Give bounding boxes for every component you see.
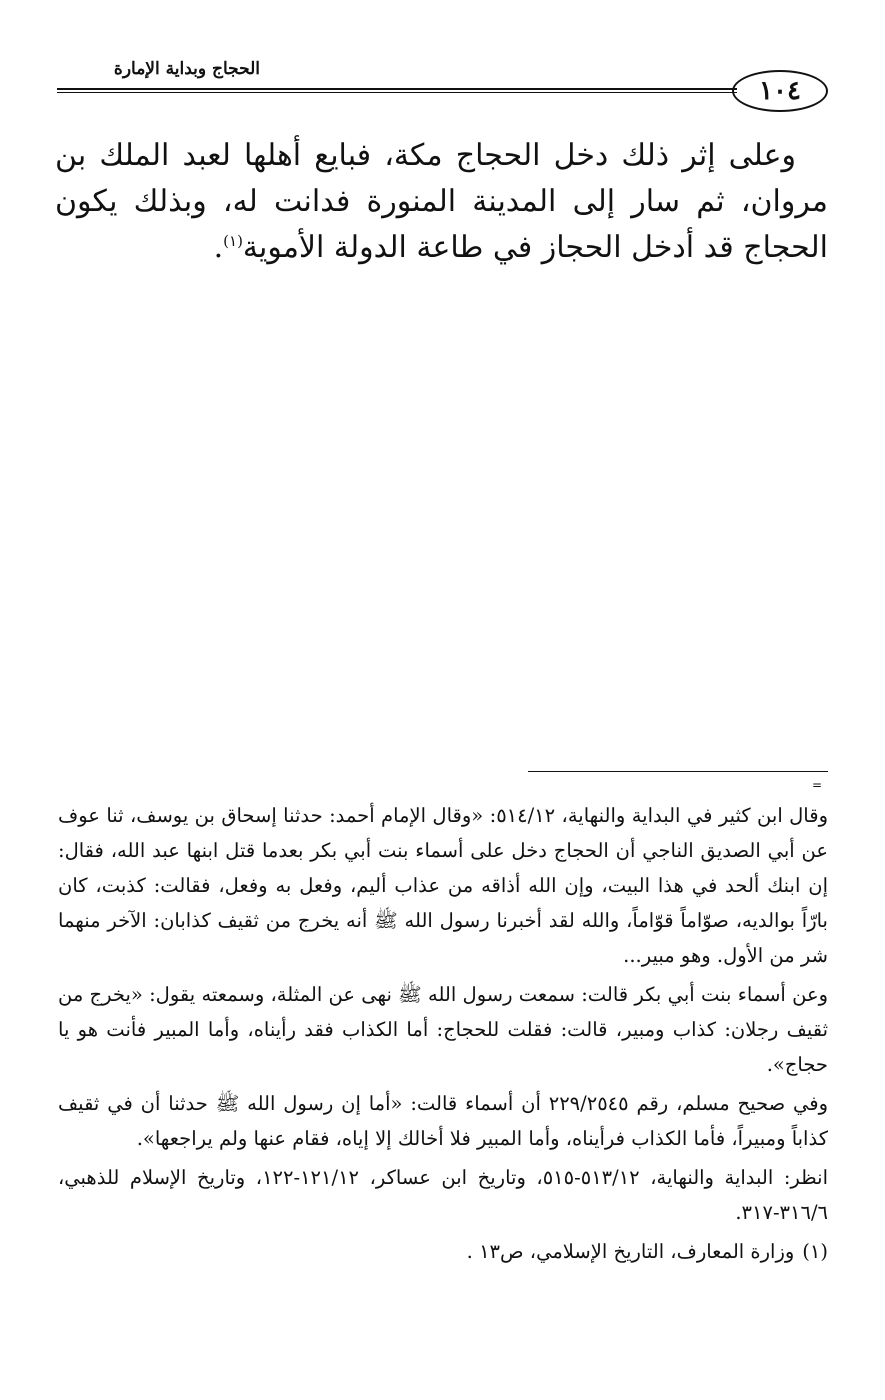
body-paragraph-text: وعلى إثر ذلك دخل الحجاج مكة، فبايع أهلها لعبد الملك بن مروان، ثم سار إلى المدينة المنورة فدانت له، وبذلك يكون الحجاج قد أدخل الحجاز في طاعة الدولة الأموية xyxy=(55,138,828,265)
footnote-separator xyxy=(528,771,828,772)
footnote-continuation-mark: = xyxy=(812,778,823,792)
footnotes xyxy=(58,798,828,1273)
footnote-continued-paragraph: وفي صحيح مسلم، رقم ٢٢٩/٢٥٤٥ أن أسماء قالت: «أما إن رسول الله ﷺ حدثنا أن في ثقيف كذاباً ومبيراً، فأما الكذاب فرأيناه، وأما المبير فلا أخالك إلا إياه، فقام عنها ولم يراجعها». xyxy=(58,1092,828,1150)
running-title: الحجاج وبداية الإمارة xyxy=(113,59,260,79)
page-number-oval xyxy=(732,70,828,112)
footnote-reference[interactable]: (١) xyxy=(223,232,243,250)
footnote-continued-paragraph: انظر: البداية والنهاية، ٥١٣/١٢-٥١٥، وتاريخ ابن عساكر، ١٢١/١٢-١٢٢، وتاريخ الإسلام للذهبي، ٣١٦/٦-٣١٧. xyxy=(58,1166,828,1224)
body-text xyxy=(55,133,828,271)
body-paragraph-end: . xyxy=(213,230,224,265)
footnote-continued-paragraph: وقال ابن كثير في البداية والنهاية، ٥١٤/١٢: «وقال الإمام أحمد: حدثنا إسحاق بن يوسف، ثنا عوف عن أبي الصديق الناجي أن الحجاج دخل على أسماء بنت أبي بكر بعدما قتل ابنها عبد الله، فقال: إن ابنك ألحد في هذا البيت، وإن الله أذاقه من عذاب أليم، وفعل به وفعل، فقالت: كذبت، كان بارّاً بوالديه، صوّاماً قوّاماً، والله لقد أخبرنا رسول الله ﷺ أنه يخرج من ثقيف كذابان: الآخر منهما شر من الأول. وهو مبير... xyxy=(58,804,828,967)
header-rule xyxy=(57,88,737,93)
footnote-1 xyxy=(58,1234,828,1269)
footnote-number: (١) xyxy=(802,1240,828,1263)
page-number: ١٠٤ xyxy=(759,76,801,106)
footnote-text: وزارة المعارف، التاريخ الإسلامي، ص١٣ . xyxy=(466,1240,795,1263)
footnote-continued-paragraph: وعن أسماء بنت أبي بكر قالت: سمعت رسول الله ﷺ نهى عن المثلة، وسمعته يقول: «يخرج من ثقيف رجلان: كذاب ومبير، قالت: فقلت للحجاج: أما الكذاب فقد رأيناه، وأما المبير فأنت هو يا حجاج». xyxy=(58,983,828,1076)
body-paragraph xyxy=(55,133,828,271)
